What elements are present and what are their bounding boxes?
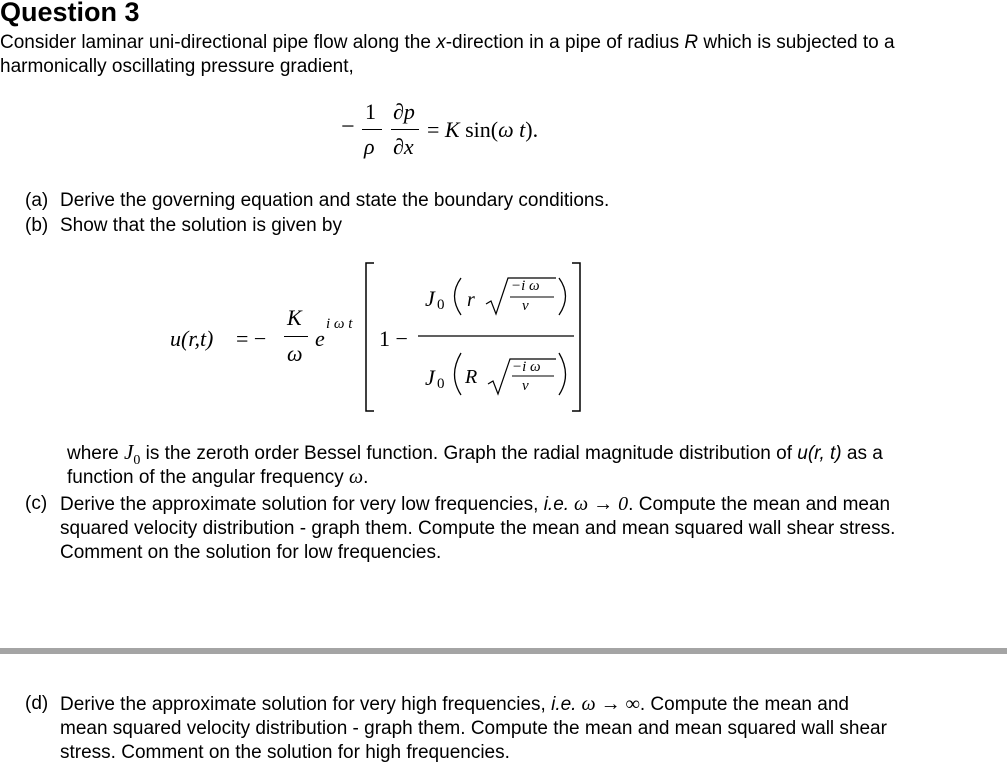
intro-line-2: harmonically oscillating pressure gradient,	[0, 56, 354, 77]
den-R: R	[465, 366, 478, 388]
num-right-paren	[559, 278, 566, 315]
eq2-exponent: i ω t	[326, 316, 353, 332]
question-title: Question 3	[0, 0, 140, 27]
eq2-equals: = −	[236, 326, 267, 351]
part-c-line-3: Comment on the solution for low frequencies.	[60, 542, 442, 563]
part-a-text: Derive the governing equation and state the boundary conditions.	[60, 190, 610, 211]
num-nu: ν	[522, 298, 529, 314]
num-J: J	[425, 286, 435, 311]
eq2-one-minus: 1 −	[379, 326, 408, 351]
num-iw: −i ω	[511, 278, 540, 294]
part-a-label: (a)	[25, 190, 49, 211]
eq1-num2: ∂p	[393, 99, 415, 124]
part-d-line-1: Derive the approximate solution for very high frequencies, i.e. ω → ∞. Compute the mean and	[60, 693, 849, 715]
part-c-label: (c)	[25, 493, 48, 514]
den-nu: ν	[522, 378, 529, 394]
eq2-e: e	[315, 326, 325, 351]
eq2-lhs: u(r,t)	[170, 326, 214, 351]
eq1-den2: ∂x	[393, 134, 414, 159]
left-bracket	[366, 263, 374, 411]
den-J: J	[425, 365, 435, 390]
eq2-frac-bar	[284, 336, 308, 337]
part-d-line-2: mean squared velocity distribution - graph them. Compute the mean and mean squared wall shear	[60, 718, 887, 739]
num-r: r	[467, 289, 475, 311]
eq2-omega: ω	[287, 341, 303, 366]
den-right-paren	[559, 353, 566, 395]
right-bracket	[572, 263, 580, 411]
part-b-text: Show that the solution is given by	[60, 215, 343, 236]
num-J-sub: 0	[437, 297, 445, 313]
eq1-den1: ρ	[364, 134, 375, 159]
den-J-sub: 0	[437, 376, 445, 392]
intro-line-1: Consider laminar uni-directional pipe flow along the x-direction in a pipe of radius R which is subjected to a	[0, 32, 895, 53]
eq1-minus: −	[341, 114, 355, 140]
where-line-1: where $J_0$ is the zeroth order Bessel function. Graph the radial magnitude distribution of u(r, t) as a	[67, 440, 883, 468]
section-divider	[0, 648, 1007, 654]
eq2-K: K	[287, 305, 302, 330]
eq1-frac2-bar	[391, 129, 419, 130]
den-left-paren	[455, 353, 462, 395]
part-c-line-2: squared velocity distribution - graph them. Compute the mean and mean squared wall shear stress.	[60, 518, 896, 539]
den-iw: −i ω	[512, 359, 541, 375]
eq1-rhs: = K sin(ω t).	[427, 117, 539, 142]
part-d-label: (d)	[25, 693, 49, 714]
eq1-frac1-bar	[362, 129, 382, 130]
where-line-2: function of the angular frequency ω.	[67, 466, 369, 488]
part-d-line-3: stress. Comment on the solution for high frequencies.	[60, 742, 510, 763]
part-c-line-1: Derive the approximate solution for very low frequencies, i.e. ω → 0. Compute the mean and mean	[60, 493, 891, 515]
num-left-paren	[455, 278, 462, 315]
eq1-num1: 1	[365, 99, 376, 124]
part-b-label: (b)	[25, 215, 49, 236]
